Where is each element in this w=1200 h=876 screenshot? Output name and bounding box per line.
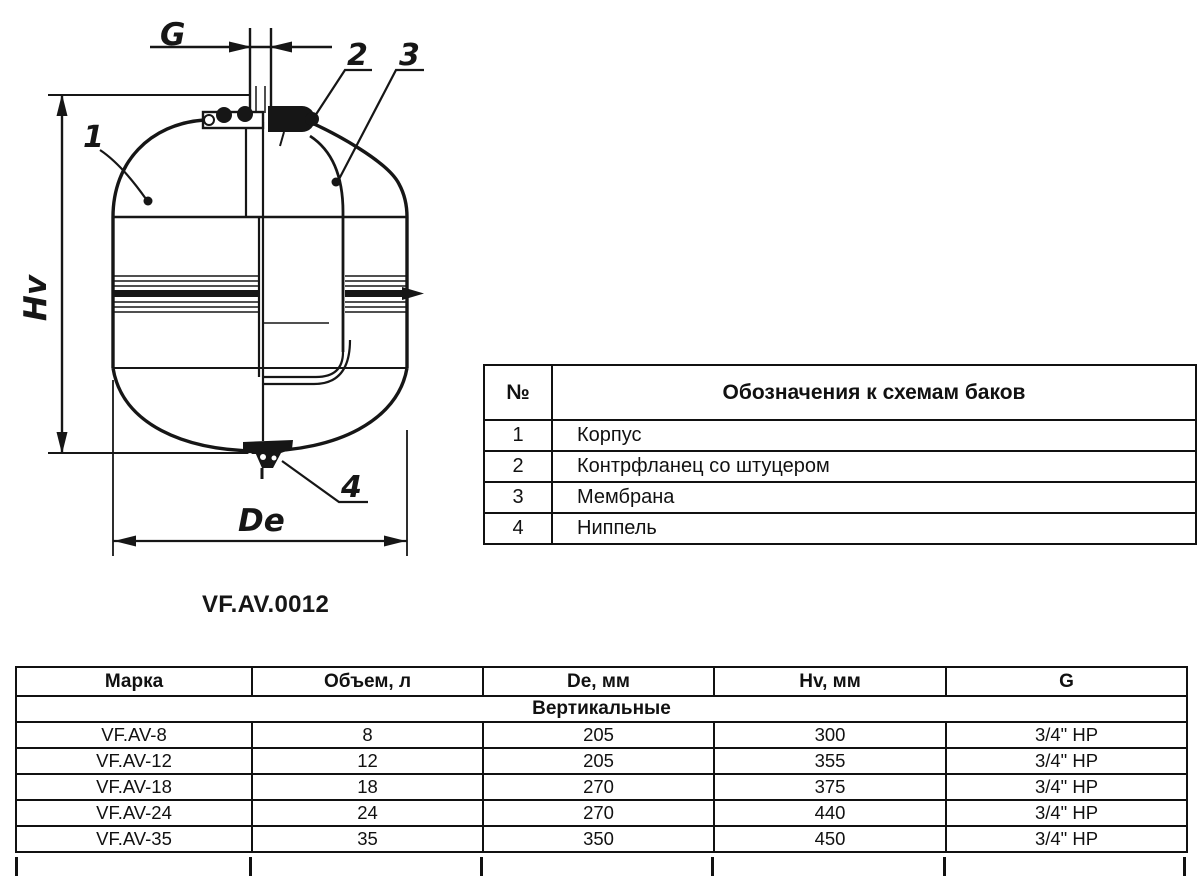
spec-cell: 12	[252, 748, 483, 774]
spec-cell: 270	[483, 774, 714, 800]
nipple	[243, 440, 293, 479]
spec-cell: 440	[714, 800, 946, 826]
spec-table	[15, 666, 1188, 853]
legend-row-label: Мембрана	[552, 482, 1196, 513]
spec-cell: VF.AV-24	[16, 800, 252, 826]
callout-1	[83, 120, 153, 206]
spec-cell: 3/4" НР	[946, 826, 1187, 852]
callout-3-label: 3	[399, 38, 420, 73]
g-dim-label: G	[160, 17, 186, 53]
legend-row-label: Корпус	[552, 420, 1196, 451]
spec-cell: 375	[714, 774, 946, 800]
hv-dim-label: Hv	[18, 274, 54, 322]
callout-1-label: 1	[83, 120, 104, 155]
callout-2-label: 2	[347, 38, 368, 73]
legend-header-row	[484, 365, 1196, 420]
membrane	[246, 122, 350, 441]
spec-cell: 24	[252, 800, 483, 826]
legend-row	[484, 451, 1196, 482]
spec-header-marka: Марка	[16, 667, 252, 696]
spec-row	[16, 748, 1187, 774]
spec-header-de: De, мм	[483, 667, 714, 696]
legend-row-num: 1	[484, 420, 552, 451]
legend-row-num: 3	[484, 482, 552, 513]
spec-cell: 300	[714, 722, 946, 748]
legend-row-label: Контрфланец со штуцером	[552, 451, 1196, 482]
legend-row	[484, 482, 1196, 513]
spec-table-cutoff-stubs	[15, 857, 1186, 876]
spec-cell: 355	[714, 748, 946, 774]
spec-header-g: G	[946, 667, 1187, 696]
spec-cell: 205	[483, 748, 714, 774]
spec-section-label: Вертикальные	[16, 696, 1187, 722]
spec-cell: 205	[483, 722, 714, 748]
legend-row	[484, 420, 1196, 451]
counterflange	[203, 106, 319, 146]
spec-cell: 3/4" НР	[946, 800, 1187, 826]
spec-row	[16, 774, 1187, 800]
spec-cell: VF.AV-35	[16, 826, 252, 852]
legend-row-num: 2	[484, 451, 552, 482]
spec-section-row	[16, 696, 1187, 722]
spec-cell: 8	[252, 722, 483, 748]
spec-header-volume: Объем, л	[252, 667, 483, 696]
model-code-label: VF.AV.0012	[202, 591, 330, 618]
spec-cell: 3/4" НР	[946, 774, 1187, 800]
tank-schematic-drawing	[0, 0, 460, 585]
de-dimension	[113, 380, 407, 556]
legend-row-num: 4	[484, 513, 552, 544]
spec-cell: VF.AV-18	[16, 774, 252, 800]
legend-table	[483, 364, 1197, 545]
spec-cell: 270	[483, 800, 714, 826]
clamp-band	[113, 276, 424, 312]
legend-row-label: Ниппель	[552, 513, 1196, 544]
spec-cell: 18	[252, 774, 483, 800]
spec-header-hv: Hv, мм	[714, 667, 946, 696]
callout-4	[282, 461, 368, 505]
spec-cell: 350	[483, 826, 714, 852]
callout-4-label: 4	[341, 470, 362, 505]
spec-row	[16, 722, 1187, 748]
callout-3	[332, 38, 425, 187]
spec-cell: VF.AV-8	[16, 722, 252, 748]
spec-cell: 35	[252, 826, 483, 852]
spec-cell: 3/4" НР	[946, 722, 1187, 748]
spec-row	[16, 826, 1187, 852]
spec-row	[16, 800, 1187, 826]
de-dim-label: De	[238, 503, 285, 539]
spec-cell: VF.AV-12	[16, 748, 252, 774]
legend-row	[484, 513, 1196, 544]
top-pipe	[250, 28, 271, 113]
spec-cell: 450	[714, 826, 946, 852]
callout-2	[305, 38, 372, 125]
legend-num-header: №	[484, 365, 552, 420]
legend-title: Обозначения к схемам баков	[552, 365, 1196, 420]
spec-cell: 3/4" НР	[946, 748, 1187, 774]
tank-schematic-svg	[0, 0, 460, 585]
spec-header-row	[16, 667, 1187, 696]
g-dimension	[150, 17, 332, 53]
